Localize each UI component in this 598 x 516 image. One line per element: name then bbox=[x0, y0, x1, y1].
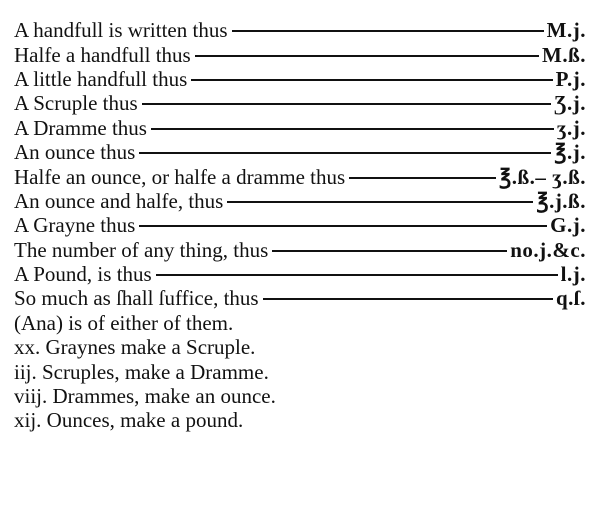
measure-label: The number of any thing, thus bbox=[14, 237, 269, 262]
measure-label: A Dramme thus bbox=[14, 115, 147, 140]
measure-symbol: M.ß. bbox=[542, 42, 586, 67]
measure-symbol: l.j. bbox=[560, 262, 586, 287]
measure-row-handfull bbox=[14, 18, 586, 42]
measure-label: Halfe a handfull thus bbox=[14, 42, 191, 67]
leader-line bbox=[195, 55, 539, 57]
measure-row-little-handfull bbox=[14, 67, 586, 91]
note-ounces bbox=[14, 408, 586, 432]
measure-symbol: q.ſ. bbox=[555, 286, 586, 311]
measure-symbol: M.j. bbox=[546, 18, 586, 43]
measure-row-scruple bbox=[14, 91, 586, 115]
measure-label: A Grayne thus bbox=[14, 213, 136, 238]
leader-line bbox=[156, 274, 558, 276]
measure-label: So much as ſhall ſuffice, thus bbox=[14, 286, 259, 311]
note-text: viij. Drammes, make an ounce. bbox=[14, 384, 276, 409]
leader-line bbox=[139, 225, 547, 227]
measure-label: An ounce and halfe, thus bbox=[14, 188, 224, 213]
leader-line bbox=[232, 30, 544, 32]
measure-label: An ounce thus bbox=[14, 140, 136, 165]
measures-page bbox=[14, 18, 586, 433]
measure-symbol: G.j. bbox=[550, 213, 586, 238]
measure-symbol: ʒ.j. bbox=[556, 115, 586, 140]
leader-line bbox=[151, 128, 554, 130]
measure-symbol: no.j.&c. bbox=[510, 237, 586, 262]
measure-row-ounce-and-halfe bbox=[14, 189, 586, 213]
leader-line bbox=[272, 250, 507, 252]
measure-label: A Scruple thus bbox=[14, 91, 138, 116]
note-ana bbox=[14, 311, 586, 335]
measure-row-number bbox=[14, 238, 586, 262]
measure-row-halfe-handfull bbox=[14, 42, 586, 66]
measure-row-halfe-ounce bbox=[14, 164, 586, 188]
measure-label: A Pound, is thus bbox=[14, 262, 152, 287]
measure-label: Halfe an ounce, or halfe a dramme thus bbox=[14, 164, 346, 189]
note-text: iij. Scruples, make a Dramme. bbox=[14, 359, 269, 384]
leader-line bbox=[142, 103, 552, 105]
measure-symbol: ℥.j. bbox=[554, 140, 586, 165]
measure-row-suffice bbox=[14, 286, 586, 310]
measure-symbol: ℥.j.ß. bbox=[536, 188, 586, 213]
measure-row-pound bbox=[14, 262, 586, 286]
leader-line bbox=[191, 79, 552, 81]
measure-row-dramme bbox=[14, 116, 586, 140]
leader-line bbox=[227, 201, 533, 203]
measure-symbol: Ʒ.j. bbox=[554, 91, 586, 116]
leader-line bbox=[139, 152, 551, 154]
note-text: xx. Graynes make a Scruple. bbox=[14, 335, 256, 360]
measure-symbol: ℥.ß.– ʒ.ß. bbox=[499, 164, 586, 189]
measure-row-ounce bbox=[14, 140, 586, 164]
note-text: (Ana) is of either of them. bbox=[14, 310, 234, 335]
leader-line bbox=[263, 298, 553, 300]
measure-row-grayne bbox=[14, 213, 586, 237]
measure-symbol: P.j. bbox=[555, 66, 586, 91]
measure-label: A little handfull thus bbox=[14, 66, 188, 91]
measure-label: A handfull is written thus bbox=[14, 18, 228, 43]
note-graynes bbox=[14, 335, 586, 359]
note-scruples bbox=[14, 359, 586, 383]
note-drammes bbox=[14, 384, 586, 408]
note-text: xij. Ounces, make a pound. bbox=[14, 408, 244, 433]
leader-line bbox=[349, 177, 496, 179]
